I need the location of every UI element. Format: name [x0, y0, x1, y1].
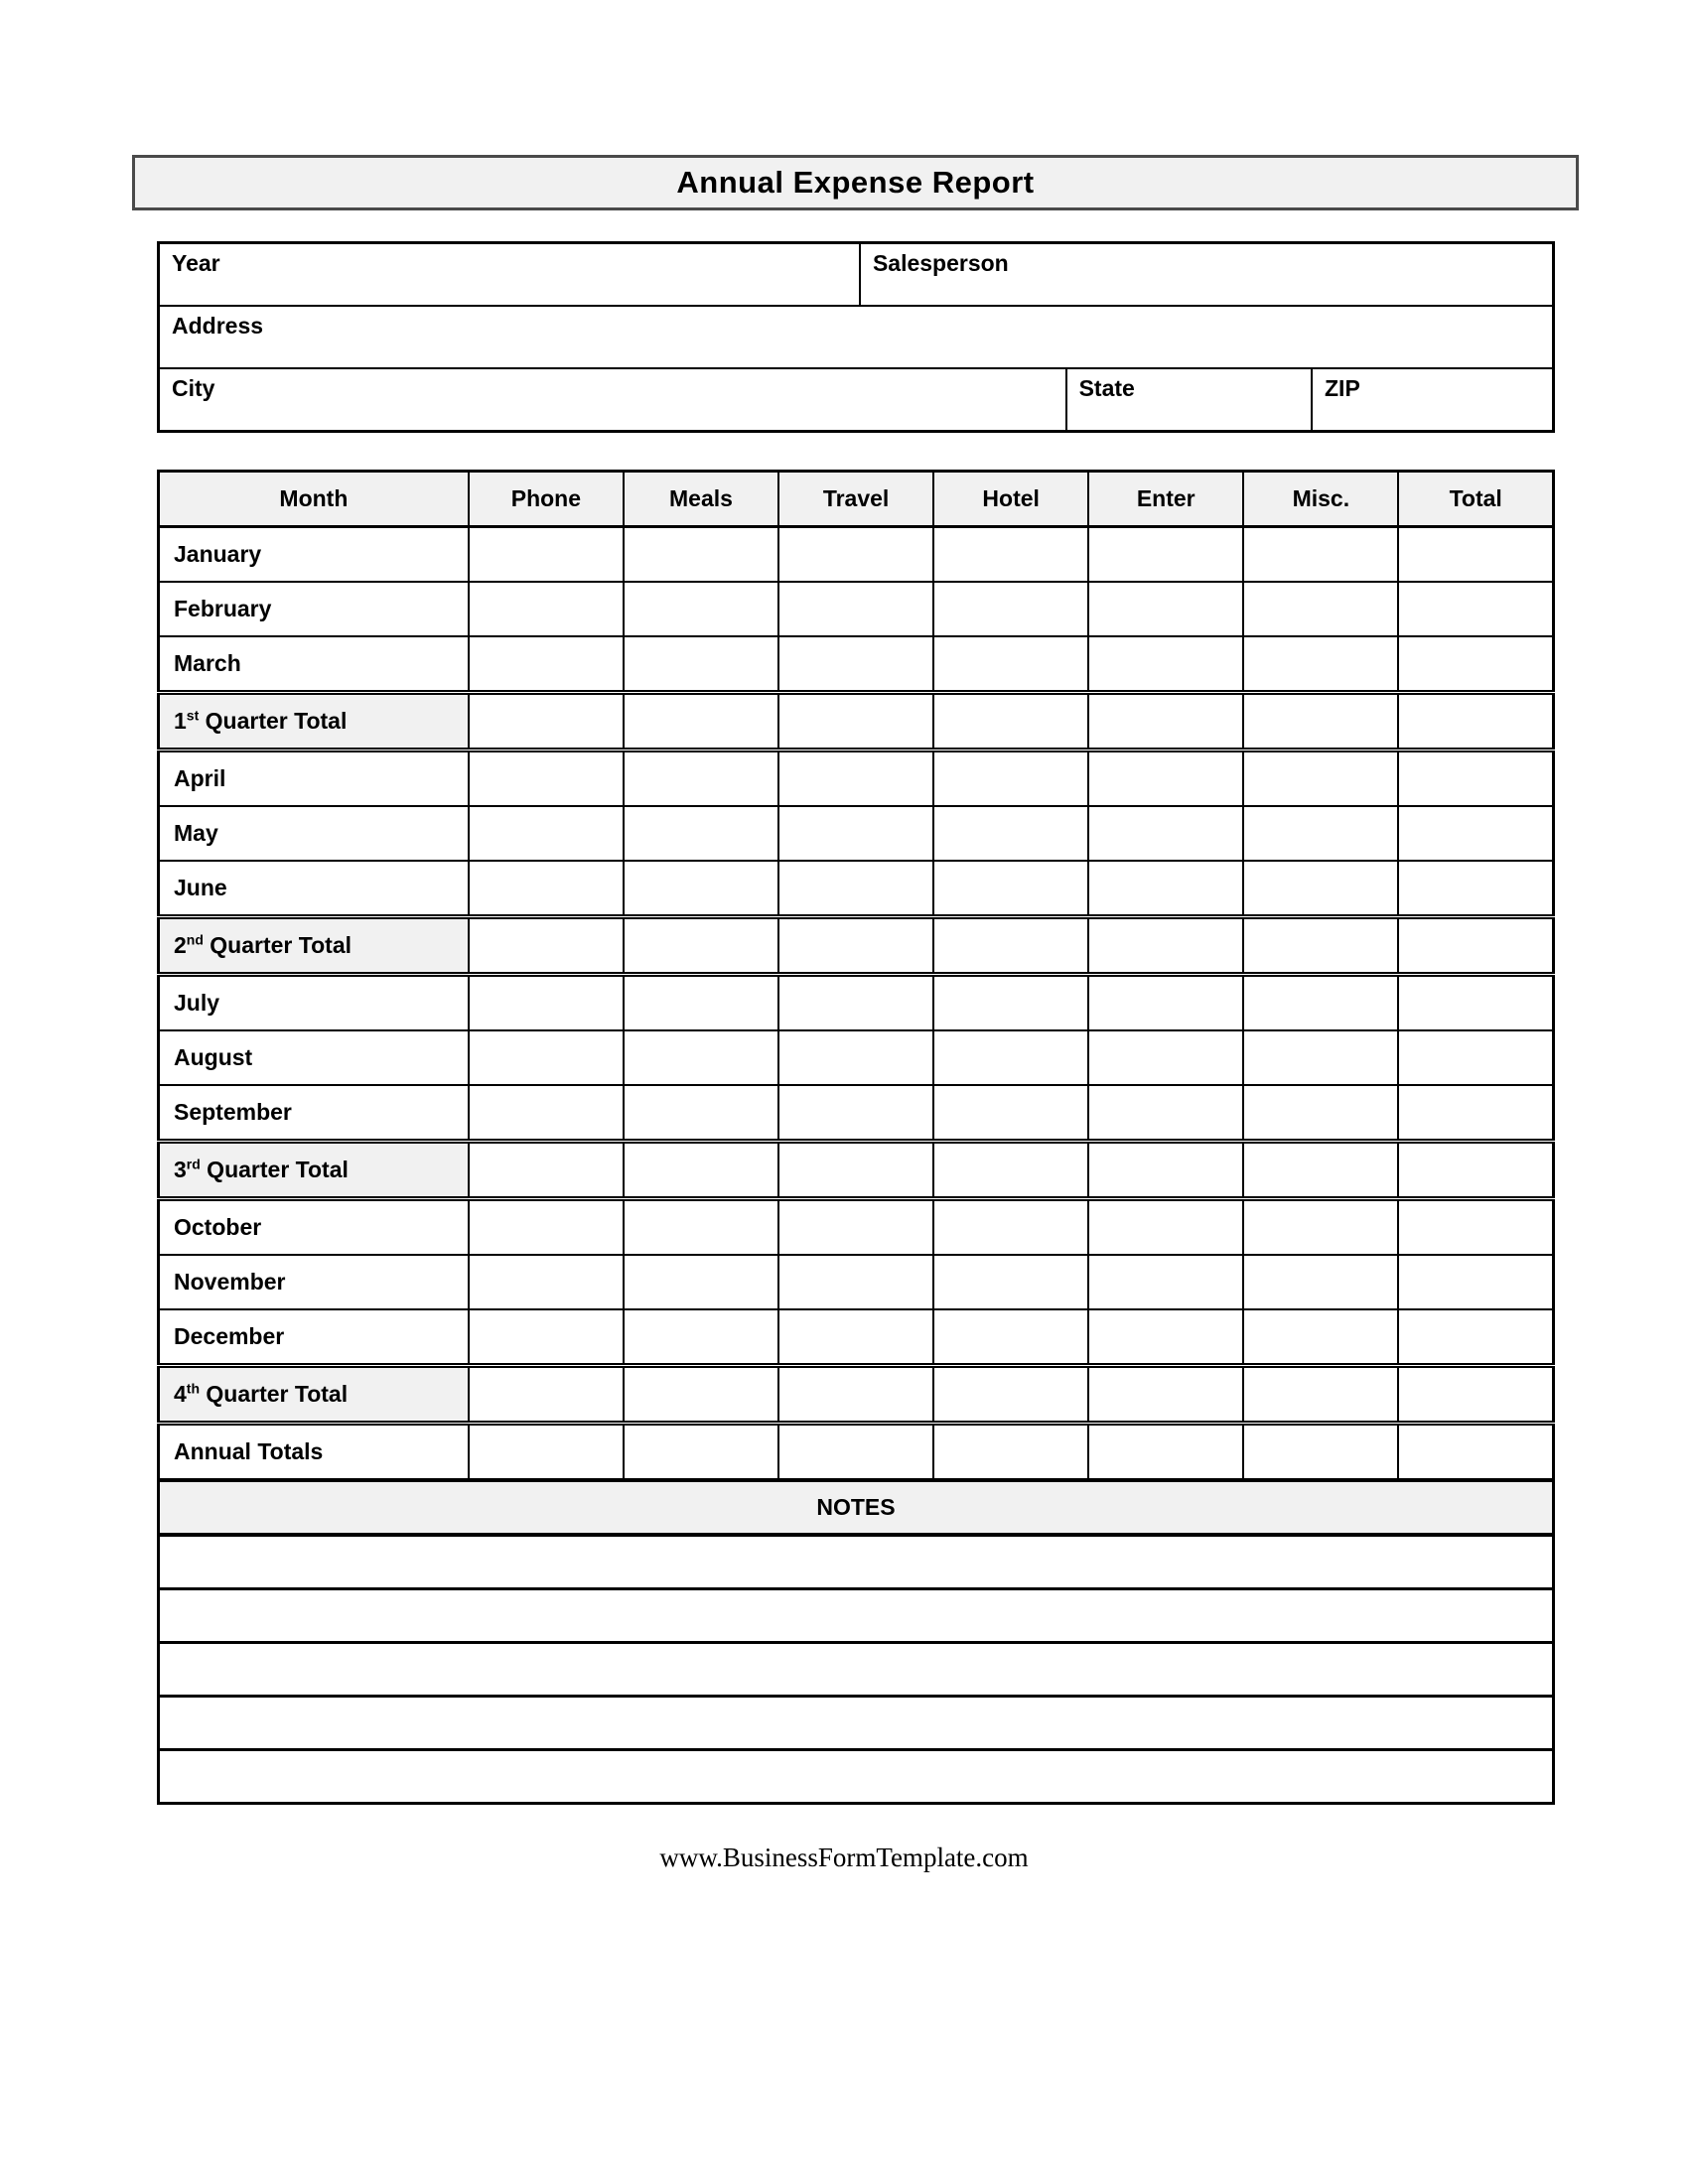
expense-cell: [778, 1030, 933, 1085]
expense-cell: [1088, 1030, 1243, 1085]
table-row-quarter: [159, 1366, 1554, 1424]
expense-cell: [1398, 527, 1553, 583]
expense-cell: [469, 693, 624, 751]
expense-cell: [624, 1424, 778, 1481]
row-label: July: [159, 975, 469, 1031]
expense-cell: [933, 975, 1088, 1031]
expense-cell: [1243, 693, 1398, 751]
expense-cell: [778, 806, 933, 861]
table-row-month: [159, 1085, 1554, 1142]
expense-cell: [1088, 975, 1243, 1031]
note-line: [159, 1643, 1554, 1697]
expense-cell: [1088, 1309, 1243, 1366]
city-field: [159, 368, 1066, 432]
expense-cell: [624, 1199, 778, 1256]
note-line: [159, 1535, 1554, 1589]
expense-cell: [1243, 751, 1398, 807]
expense-cell: [1398, 806, 1553, 861]
expense-cell: [933, 1255, 1088, 1309]
zip-label: ZIP: [1325, 375, 1360, 401]
expense-cell: [469, 527, 624, 583]
form-title-box: [132, 155, 1579, 210]
expense-cell: [778, 582, 933, 636]
expense-cell: [933, 582, 1088, 636]
expense-cell: [1088, 806, 1243, 861]
expense-cell: [778, 975, 933, 1031]
expense-cell: [778, 1199, 933, 1256]
address-label: Address: [172, 313, 264, 339]
expense-cell: [469, 975, 624, 1031]
expense-cell: [624, 1142, 778, 1199]
expense-cell: [1398, 1255, 1553, 1309]
note-row: [159, 1535, 1554, 1589]
expense-cell: [933, 1309, 1088, 1366]
expense-cell: [778, 1142, 933, 1199]
column-header-enter: Enter: [1088, 472, 1243, 527]
expense-cell: [624, 1085, 778, 1142]
expense-cell: [624, 806, 778, 861]
expense-cell: [933, 1199, 1088, 1256]
expense-cell: [1088, 751, 1243, 807]
expense-cell: [1243, 917, 1398, 975]
expense-cell: [778, 1366, 933, 1424]
expense-cell: [624, 1366, 778, 1424]
expense-cell: [1088, 1142, 1243, 1199]
expense-cell: [1243, 861, 1398, 917]
expense-cell: [933, 1085, 1088, 1142]
expense-cell: [1398, 636, 1553, 693]
expense-cell: [1398, 1030, 1553, 1085]
expense-cell: [1398, 975, 1553, 1031]
note-row: [159, 1589, 1554, 1643]
expense-cell: [624, 861, 778, 917]
expense-cell: [1243, 1424, 1398, 1481]
note-row: [159, 1697, 1554, 1750]
expense-cell: [933, 806, 1088, 861]
expense-cell: [1398, 917, 1553, 975]
table-row-month: [159, 751, 1554, 807]
expense-cell: [1398, 1424, 1553, 1481]
table-row-month: [159, 1255, 1554, 1309]
expense-cell: [624, 636, 778, 693]
expense-cell: [624, 917, 778, 975]
expense-cell: [1398, 582, 1553, 636]
expense-cell: [624, 1255, 778, 1309]
column-header-phone: Phone: [469, 472, 624, 527]
expense-cell: [1398, 693, 1553, 751]
info-row-address: [159, 306, 1554, 368]
expense-cell: [933, 861, 1088, 917]
notes-header-label: NOTES: [159, 1480, 1554, 1535]
expense-cell: [933, 751, 1088, 807]
salesperson-field: [860, 243, 1554, 307]
table-row-month: [159, 975, 1554, 1031]
column-header-travel: Travel: [778, 472, 933, 527]
table-row-month: [159, 636, 1554, 693]
expense-cell: [778, 751, 933, 807]
row-label: September: [159, 1085, 469, 1142]
row-label: May: [159, 806, 469, 861]
note-line: [159, 1750, 1554, 1804]
table-row-quarter: [159, 917, 1554, 975]
expense-cell: [933, 527, 1088, 583]
city-label: City: [172, 375, 215, 401]
expense-cell: [624, 1030, 778, 1085]
expense-cell: [469, 917, 624, 975]
expense-cell: [469, 582, 624, 636]
note-row: [159, 1643, 1554, 1697]
expense-cell: [778, 861, 933, 917]
row-label: December: [159, 1309, 469, 1366]
expense-cell: [1088, 917, 1243, 975]
info-row-city-state-zip: [159, 368, 1554, 432]
expense-table: [157, 470, 1555, 1805]
expense-cell: [778, 1255, 933, 1309]
expense-cell: [1088, 861, 1243, 917]
expense-cell: [1398, 1366, 1553, 1424]
address-field: [159, 306, 1554, 368]
expense-cell: [624, 693, 778, 751]
expense-cell: [1088, 1366, 1243, 1424]
expense-cell: [778, 693, 933, 751]
table-row-month: [159, 806, 1554, 861]
column-header-hotel: Hotel: [933, 472, 1088, 527]
expense-cell: [1243, 975, 1398, 1031]
expense-cell: [1088, 527, 1243, 583]
table-row-month: [159, 1030, 1554, 1085]
expense-cell: [1243, 806, 1398, 861]
year-field: [159, 243, 860, 307]
row-label: Annual Totals: [159, 1424, 469, 1481]
table-row-quarter: [159, 1142, 1554, 1199]
expense-cell: [469, 1366, 624, 1424]
row-label: April: [159, 751, 469, 807]
expense-cell: [624, 582, 778, 636]
info-table: [157, 241, 1555, 433]
row-label: February: [159, 582, 469, 636]
expense-cell: [778, 527, 933, 583]
expense-cell: [1088, 582, 1243, 636]
notes-header-row: [159, 1480, 1554, 1535]
table-row-annual: [159, 1424, 1554, 1481]
expense-cell: [1243, 1309, 1398, 1366]
expense-cell: [933, 693, 1088, 751]
expense-header-row: [159, 472, 1554, 527]
expense-cell: [1243, 527, 1398, 583]
expense-cell: [469, 636, 624, 693]
row-label: June: [159, 861, 469, 917]
expense-cell: [933, 1424, 1088, 1481]
row-label: 2nd Quarter Total: [159, 917, 469, 975]
expense-cell: [1088, 636, 1243, 693]
expense-cell: [1088, 1424, 1243, 1481]
expense-cell: [778, 1085, 933, 1142]
expense-cell: [933, 917, 1088, 975]
page-title: Annual Expense Report: [676, 165, 1035, 200]
row-label: January: [159, 527, 469, 583]
expense-cell: [933, 636, 1088, 693]
note-row: [159, 1750, 1554, 1804]
table-row-month: [159, 861, 1554, 917]
expense-cell: [1398, 1199, 1553, 1256]
state-field: [1066, 368, 1312, 432]
expense-cell: [469, 1424, 624, 1481]
expense-cell: [1243, 1085, 1398, 1142]
expense-cell: [624, 751, 778, 807]
zip-field: [1312, 368, 1554, 432]
expense-cell: [1398, 1142, 1553, 1199]
note-line: [159, 1589, 1554, 1643]
expense-cell: [1398, 1309, 1553, 1366]
year-label: Year: [172, 250, 220, 276]
column-header-month: Month: [159, 472, 469, 527]
expense-cell: [778, 1424, 933, 1481]
expense-cell: [778, 917, 933, 975]
expense-cell: [1243, 1255, 1398, 1309]
table-row-month: [159, 527, 1554, 583]
expense-cell: [1243, 1142, 1398, 1199]
row-label: August: [159, 1030, 469, 1085]
expense-cell: [1243, 582, 1398, 636]
expense-cell: [469, 1085, 624, 1142]
expense-cell: [778, 636, 933, 693]
expense-cell: [469, 1199, 624, 1256]
row-label: November: [159, 1255, 469, 1309]
expense-cell: [469, 1255, 624, 1309]
expense-cell: [933, 1366, 1088, 1424]
row-label: October: [159, 1199, 469, 1256]
expense-cell: [933, 1142, 1088, 1199]
expense-cell: [1398, 1085, 1553, 1142]
column-header-total: Total: [1398, 472, 1553, 527]
expense-cell: [1243, 1030, 1398, 1085]
expense-cell: [1088, 1255, 1243, 1309]
column-header-misc: Misc.: [1243, 472, 1398, 527]
expense-cell: [1243, 1199, 1398, 1256]
expense-cell: [469, 806, 624, 861]
expense-cell: [1398, 861, 1553, 917]
expense-cell: [1398, 751, 1553, 807]
expense-cell: [1088, 693, 1243, 751]
table-row-quarter: [159, 693, 1554, 751]
column-header-meals: Meals: [624, 472, 778, 527]
expense-cell: [933, 1030, 1088, 1085]
state-label: State: [1078, 375, 1135, 401]
expense-cell: [469, 861, 624, 917]
row-label: March: [159, 636, 469, 693]
expense-cell: [624, 975, 778, 1031]
expense-cell: [469, 1142, 624, 1199]
expense-cell: [778, 1309, 933, 1366]
footer-url: www.BusinessFormTemplate.com: [659, 1843, 1029, 1872]
table-row-month: [159, 1199, 1554, 1256]
table-row-month: [159, 582, 1554, 636]
expense-cell: [624, 527, 778, 583]
expense-cell: [1088, 1199, 1243, 1256]
info-row-year-salesperson: [159, 243, 1554, 307]
expense-cell: [1243, 636, 1398, 693]
expense-cell: [469, 1309, 624, 1366]
expense-cell: [469, 1030, 624, 1085]
expense-cell: [1088, 1085, 1243, 1142]
row-label: 4th Quarter Total: [159, 1366, 469, 1424]
note-line: [159, 1697, 1554, 1750]
salesperson-label: Salesperson: [872, 250, 1009, 276]
expense-cell: [624, 1309, 778, 1366]
row-label: 1st Quarter Total: [159, 693, 469, 751]
expense-cell: [469, 751, 624, 807]
table-row-month: [159, 1309, 1554, 1366]
row-label: 3rd Quarter Total: [159, 1142, 469, 1199]
expense-cell: [1243, 1366, 1398, 1424]
